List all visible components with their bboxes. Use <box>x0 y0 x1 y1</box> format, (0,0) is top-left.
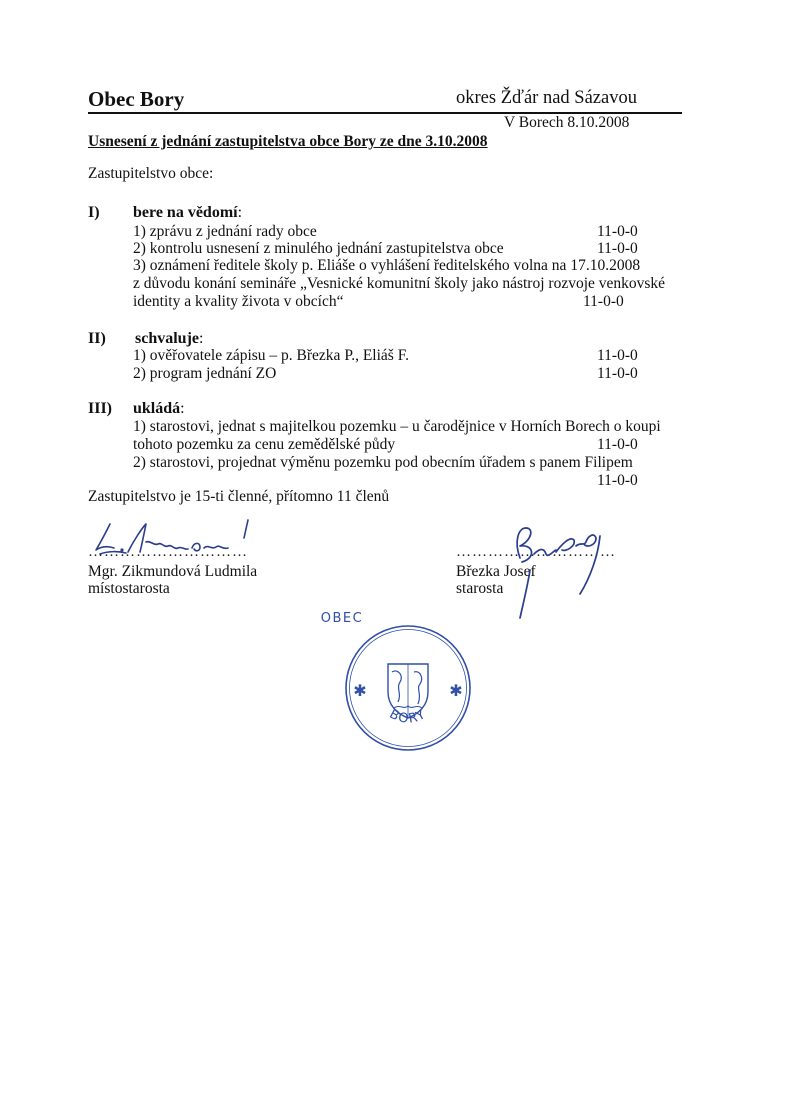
star-icon: ✱ <box>449 681 463 700</box>
list-item-continuation: tohoto pozemku za cenu zemědělské půdy <box>133 436 396 453</box>
handwritten-signature-right <box>490 522 630 622</box>
list-item-continuation: identity a kvality života v obcích“ <box>133 293 344 310</box>
vote-result: 11-0-0 <box>597 472 638 489</box>
list-item: 3) oznámení ředitele školy p. Eliáše o vyhlášení ředitelského volna na 17.10.2008 <box>133 257 641 274</box>
list-item-continuation: z důvodu konání semináře „Vesnické komunitní školy jako nástroj rozvoje venkovské <box>133 275 666 292</box>
district-name: okres Žďár nad Sázavou <box>456 88 637 108</box>
signatory-role: místostarosta <box>88 580 170 597</box>
section-number: I) <box>88 204 100 221</box>
signatory-role: starosta <box>456 580 504 597</box>
document-heading: Usnesení z jednání zastupitelstva obce Bory ze dne 3.10.2008 <box>88 133 488 150</box>
list-item: 2) kontrolu usnesení z minulého jednání zastupitelstva obce <box>133 240 504 257</box>
list-item: 1) zprávu z jednání rady obce <box>133 223 317 240</box>
signatory-name: Mgr. Zikmundová Ludmila <box>88 563 258 580</box>
vote-result: 11-0-0 <box>597 240 638 257</box>
municipal-stamp <box>320 611 474 754</box>
vote-result: 11-0-0 <box>583 293 624 310</box>
section-title: schvaluje: <box>135 330 204 347</box>
list-item: 1) ověřovatele zápisu – p. Březka P., Eliáš F. <box>133 347 409 364</box>
vote-result: 11-0-0 <box>597 223 638 240</box>
list-item: 2) starostovi, projednat výměnu pozemku pod obecním úřadem s panem Filipem <box>133 454 633 471</box>
vote-result: 11-0-0 <box>597 365 638 382</box>
section-number: II) <box>88 330 106 347</box>
vote-result: 11-0-0 <box>597 347 638 364</box>
section-title: bere na vědomí: <box>133 204 243 221</box>
list-item: 2) program jednání ZO <box>133 365 277 382</box>
place-date: V Borech 8.10.2008 <box>504 114 630 131</box>
stamp-top-text: OBEC <box>320 611 364 626</box>
list-item: 1) starostovi, jednat s majitelkou pozemku – u čarodějnice v Horních Borech o koupi <box>133 418 661 435</box>
municipality-name: Obec Bory <box>88 87 185 111</box>
section-title: ukládá: <box>133 400 185 417</box>
signatory-name: Březka Josef <box>456 563 536 580</box>
star-icon: ✱ <box>353 681 367 700</box>
section-number: III) <box>88 400 113 417</box>
signature-line: ………………………… <box>456 544 616 560</box>
stamp-bottom-text: BORY <box>386 706 430 727</box>
vote-result: 11-0-0 <box>597 436 638 453</box>
signature-line: ………………………… <box>88 544 248 560</box>
attendance-note: Zastupitelstvo je 15-ti členné, přítomno 11 členů <box>88 488 390 505</box>
intro-text: Zastupitelstvo obce: <box>88 165 214 182</box>
